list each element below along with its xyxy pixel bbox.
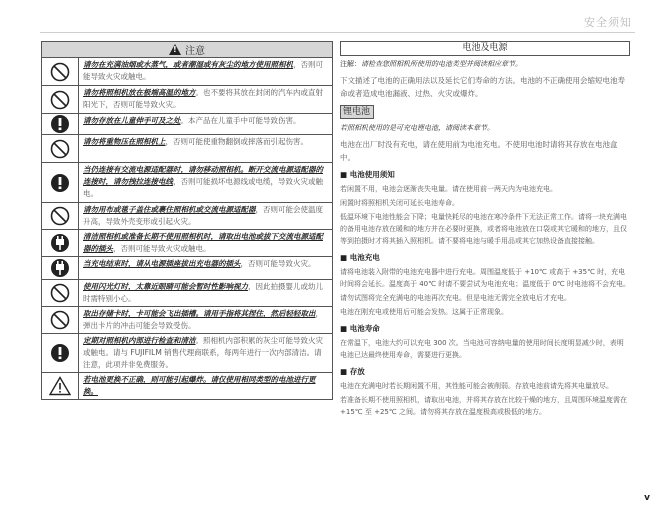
section-header: 安全须知 (584, 16, 632, 29)
subsection-title: ■ 存放 (340, 367, 365, 376)
page-number: v (644, 493, 650, 503)
caution-text: 请勿存放在儿童伸手可及之处。本产品在儿童手中可能导致伤害。 (83, 116, 301, 125)
caution-row (42, 203, 332, 230)
battery-title: 电池及电源 (340, 41, 630, 56)
caution-row (42, 280, 332, 307)
lithium-section-title: 锂电池 (340, 105, 374, 119)
prohibited-icon (42, 86, 79, 113)
subsection-title: ■ 电池充电 (340, 253, 380, 262)
caution-text: 请勿将重物压在照相机上，否则可能使重物翻倒或摔落而引起伤害。 (83, 137, 308, 146)
header-divider (40, 32, 635, 33)
caution-text: 定期对照相机内部进行检查和清洁。照相机内部积累的灰尘可能导致火灾或触电。请与 FUJIFILM 销售代理商联系，每两年进行一次内部清洁。请注意，此项并非免费服务。 (83, 336, 323, 369)
caution-row (42, 58, 332, 86)
subsection-paragraph: 请勿试图将完全充满电的电池再次充电。但是电池无需完全放电后才充电。 (340, 294, 571, 302)
mandatory-icon (42, 114, 79, 134)
lithium-section-intro: 电池在出厂时没有充电，请在使用前为电池充电。不使用电池时请将其存放在电池盒中。 (340, 140, 618, 162)
caution-text: 清洁照相机或准备长期不使用照相机时，请取出电池或拔下交流电源适配器的插头，否则可能导致火灾或触电。 (83, 232, 323, 253)
caution-row (42, 163, 332, 203)
subsection-paragraph: 低温环境下电池性能会下降；电量快耗尽的电池在寒冷条件下无法正常工作。请将一块充满电的备用电池存放在暖和的地方并在必要时更换，或者将电池放在口袋或其它暖和的地方，且仅等到拍摄时才将其插入照相机。请不要将电池与暖手用品或其它加热设备直接接触。 (340, 213, 627, 245)
caution-title: 注意 (185, 46, 205, 57)
subsection-title: ■ 电池使用须知 (340, 170, 395, 179)
caution-row (42, 334, 332, 373)
subsection-title: ■ 电池寿命 (340, 324, 380, 333)
prohibited-icon (42, 280, 79, 306)
lithium-section-note: 若照相机使用的是可充电锂电池，请阅读本章节。 (340, 124, 494, 132)
caution-header (42, 42, 332, 58)
subsection-paragraph: 在常温下，电池大约可以充电 300 次。当电池可容纳电量的使用时间长度明显减少时，表明电池已达最终使用寿命，需要进行更换。 (340, 339, 624, 359)
unplug-icon (42, 230, 79, 256)
caution-row (42, 114, 332, 135)
subsection-paragraph: 请将电池装入附带的电池充电器中进行充电。周围温度低于 +10℃ 或高于 +35℃ 时，充电时间将会延长。温度高于 40℃ 时请不要尝试为电池充电；温度低于 0℃ 时电池将不会充电。 (340, 268, 630, 288)
subsection-paragraph: 电池在刚充电或使用后可能会发热。这属于正常现象。 (340, 308, 508, 316)
caution-row (42, 135, 332, 163)
prohibited-icon (42, 135, 79, 162)
caution-text: 当仍连接有交流电源适配器时，请勿移动照相机。断开交流电源适配器的连接时，请勿拽拉连接电线，否则可能损坏电源线或电缆，导致火灾或触电。 (83, 165, 323, 198)
prohibited-icon (42, 58, 79, 85)
subsection-paragraph: 若闲置不用，电池会逐渐丧失电量。请在使用前一两天内为电池充电。 (340, 185, 557, 193)
battery-intro: 下文描述了电池的正确用法以及延长它们寿命的方法。电池的不正确使用会缩短电池寿命或者造成电池漏液、过热、火灾或爆炸。 (340, 76, 625, 98)
warning-icon (42, 373, 79, 399)
caution-row (42, 307, 332, 334)
caution-row (42, 373, 332, 399)
mandatory-icon (42, 163, 79, 202)
caution-text: 若电池更换不正确，则可能引起爆炸。请仅使用相同类型的电池进行更换。 (83, 375, 316, 396)
caution-row (42, 230, 332, 257)
caution-text: 当充电结束时，请从电源插座拔出充电器的插头，否则可能导致火灾。 (83, 259, 316, 268)
unplug-icon (42, 257, 79, 279)
caution-row (42, 257, 332, 280)
battery-section (340, 41, 630, 418)
caution-text: 使用闪光灯时，太靠近眼睛可能会暂时性影响视力，因此拍摄婴儿或幼儿时需特别小心。 (83, 282, 323, 303)
mandatory-icon (42, 334, 79, 372)
caution-text: 请勿在充满油烟或水蒸气，或者潮湿或有灰尘的地方使用照相机，否则可能导致火灾或触电。 (83, 60, 323, 81)
prohibited-icon (42, 203, 79, 229)
caution-text: 请勿用布或毯子盖住或裹住照相机或交流电源适配器，否则可能会使温度升高，导致外壳变形或引起火灾。 (83, 205, 323, 226)
caution-text: 请勿将照相机放在极端高温的地方。也不要将其放在封闭的汽车内或直射阳光下，否则可能导致火灾。 (83, 88, 323, 109)
subsection-paragraph: 若准备长期不使用照相机，请取出电池，并将其存放在比较干燥的地方，且周围环境温度需在 +15℃ 至 +25℃ 之间。请勿将其存放在温度极高或极低的地方。 (340, 396, 627, 416)
caution-text: 取出存储卡时，卡可能会飞出插槽。请用手指将其捏住，然后轻轻取出，弹出卡片的冲击可能会导致受伤。 (83, 309, 323, 330)
caution-row (42, 86, 332, 114)
battery-note: 注解：请检查您照相机所使用的电池类型并阅读相应章节。 (340, 60, 522, 68)
caution-table (41, 41, 333, 400)
prohibited-icon (42, 307, 79, 333)
subsection-paragraph: 电池在充满电时若长期闲置不用，其性能可能会被削弱。存放电池前请先将其电量放尽。 (340, 382, 613, 390)
subsection-paragraph: 闲置时将照相机关闭可延长电池寿命。 (340, 199, 459, 207)
warning-icon (169, 44, 181, 55)
